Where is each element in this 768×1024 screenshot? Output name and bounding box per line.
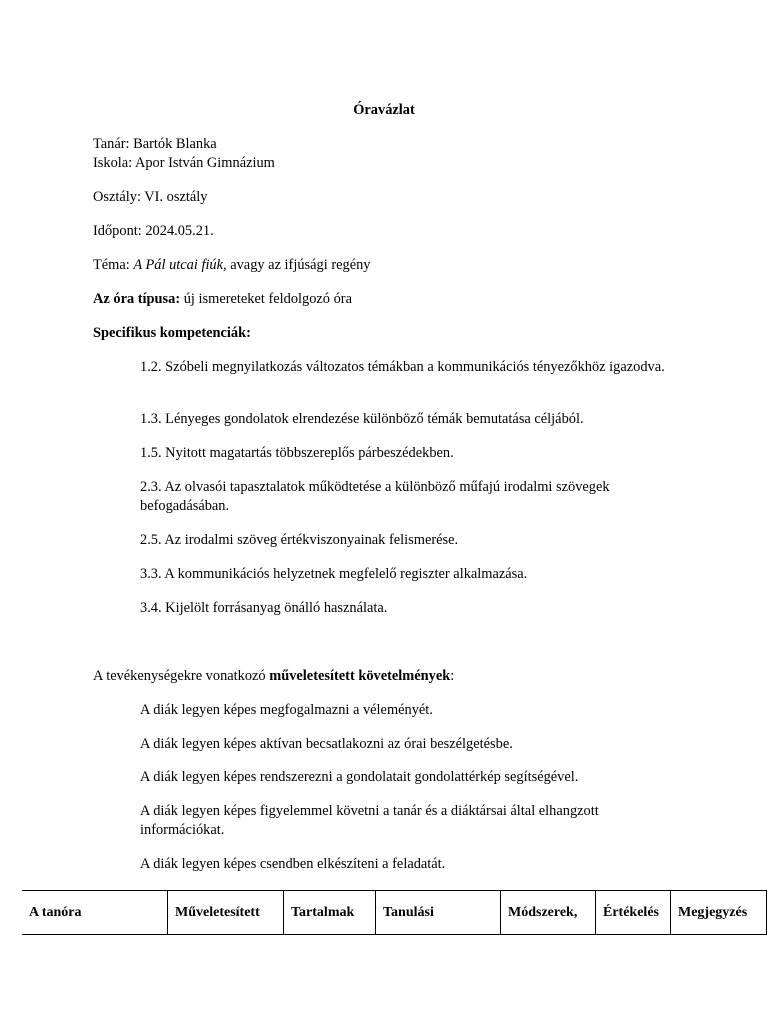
competency-item: 1.5. Nyitott magatartás többszereplős párbeszédekben.: [140, 445, 454, 461]
requirement-item: A diák legyen képes csendben elkészíteni a feladatát.: [140, 856, 446, 872]
school-line: Iskola: Apor István Gimnázium: [93, 155, 275, 171]
requirement-item: A diák legyen képes megfogalmazni a véleményét.: [140, 702, 433, 718]
lesson-type-line: [93, 290, 352, 309]
table-header-cell: Értékelés: [596, 891, 671, 934]
teacher-line: Tanár: Bartók Blanka: [93, 136, 217, 152]
class-line: Osztály: VI. osztály: [93, 189, 208, 205]
competency-item: 1.2. Szóbeli megnyilatkozás változatos témákban a kommunikációs tényezőkhöz igazodva.: [140, 359, 665, 375]
requirements-heading: A tevékenységekre vonatkozó műveletesített követelmények:: [93, 668, 455, 684]
requirement-item: A diák legyen képes figyelemmel követni a tanár és a diáktársai által elhangzott információkat.: [140, 803, 599, 838]
table-header-cell: Módszerek,: [501, 891, 596, 934]
topic-rest: avagy az ifjúsági regény: [226, 257, 371, 273]
table-header-cell: Tanulási: [376, 891, 501, 934]
competency-item: 1.3. Lényeges gondolatok elrendezése különböző témák bemutatása céljából.: [140, 411, 584, 427]
competency-item: 2.5. Az irodalmi szöveg értékviszonyainak felismerése.: [140, 532, 459, 548]
table-header-cell: Megjegyzés: [671, 891, 767, 934]
competency-item: 3.4. Kijelölt forrásanyag önálló használata.: [140, 600, 388, 616]
requirement-item: A diák legyen képes aktívan becsatlakozni az órai beszélgetésbe.: [140, 736, 513, 752]
topic-prefix: Téma:: [93, 257, 134, 273]
table-header-cell: Műveletesített: [168, 891, 284, 934]
competency-item: 3.3. A kommunikációs helyzetnek megfelelő regiszter alkalmazása.: [140, 566, 528, 582]
requirement-item: A diák legyen képes rendszerezni a gondolatait gondolattérkép segítségével.: [140, 769, 579, 785]
date-line: Időpont: 2024.05.21.: [93, 223, 214, 239]
topic-title: A Pál utcai fiúk,: [133, 257, 227, 273]
lesson-type-value: új ismereteket feldolgozó óra: [180, 291, 352, 307]
table-header-cell: A tanóra: [22, 891, 168, 934]
table-header-cell: Tartalmak: [284, 891, 376, 934]
competency-item: 2.3. Az olvasói tapasztalatok működtetése a különböző műfajú irodalmi szövegek befogadásában.: [140, 479, 610, 514]
topic-line: [93, 256, 370, 275]
lesson-table-header: [22, 890, 767, 935]
competencies-heading: Specifikus kompetenciák:: [93, 325, 251, 341]
lesson-type-label: Az óra típusa:: [93, 291, 181, 307]
page-title: Óravázlat: [353, 102, 415, 118]
